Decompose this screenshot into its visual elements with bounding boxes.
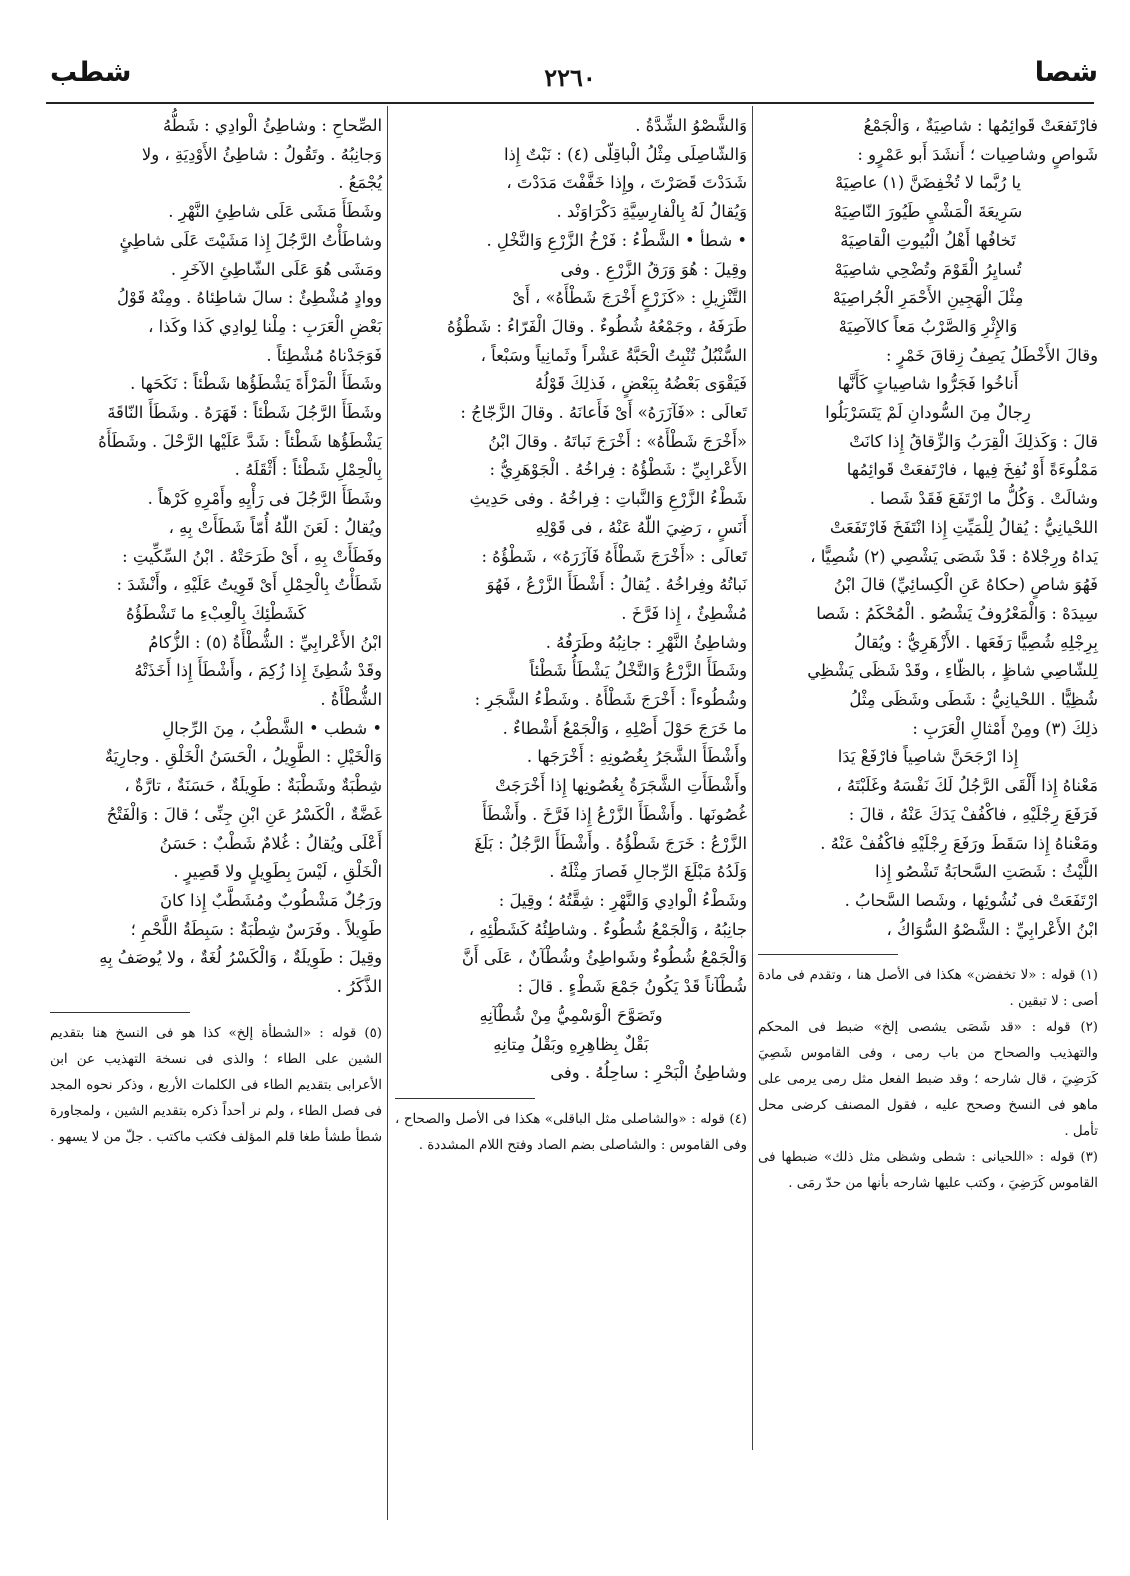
- text-line: وشَطَأَ مَشَى عَلَى شاطِئِ النَّهْرِ .: [168, 202, 382, 222]
- text-line: الذَّكَرُ .: [336, 977, 382, 997]
- column-divider-left: [387, 106, 388, 1520]
- text-line: وشَطَأَ الرَّجُلَ شَطْئاً : قَهَرَهُ . وشَطَأَ النّاقَةَ: [107, 403, 382, 423]
- column-middle: [395, 112, 747, 1159]
- text-line: قالَ : وَكَذلِكَ الْقِرَبُ وَالزِّقاقُ إِذا كانَتْ: [849, 431, 1098, 451]
- verse-line: تَخافُها أَهْلُ الْبُيوتِ الْقاصِيَهْ: [840, 230, 1016, 250]
- text-line: وَلَدُهُ مَبْلَغَ الرِّجالِ فَصارَ مِثْلَهُ .: [549, 862, 747, 882]
- entry-heading: • شطب • الشَّطْبُ ، مِنَ الرِّجالِ: [162, 718, 382, 738]
- column-right: [758, 112, 1098, 1197]
- text-line: يَداهُ ورِجْلاهُ : قَدْ شَصَى يَشْصِي (٢) شُصِيًّا ،: [810, 546, 1098, 566]
- text-line: وشاطِئُ الْبَحْرِ : ساحِلُهُ . وفى: [550, 1063, 747, 1083]
- text-line: وَالْخَيْلِ : الطَّوِيلُ ، الْحَسَنُ الْخَلْقِ . وجارِيَةٌ: [104, 747, 382, 767]
- text-line: فَهُوَ شاصٍ (حكاهُ عَنِ الْكِسائِيِّ) قالَ ابْنُ: [833, 575, 1098, 595]
- text-line: ابْنُ الأَعْرابِيِّ : الشُّطْأَةُ (٥) : الزُّكامُ: [148, 632, 382, 652]
- text-line: وشَطَأَ الرَّجُلَ فى رَأْيِهِ وأَمْرِهِ كَرْهاً .: [147, 489, 382, 509]
- text-line: الشُّطْأَةُ .: [320, 690, 382, 710]
- text-line: شُطْآناً قَدْ يَكُونُ جَمْعَ شَطْءٍ . قالَ :: [517, 977, 747, 997]
- verse-line: مِثْلَ الْهَجِينِ الأَحْمَرِ الْجُراصِيَهْ: [832, 288, 1024, 308]
- running-head-right: شصا: [1034, 57, 1098, 88]
- column-left: [50, 112, 382, 1151]
- text-line: اللَّيْثُ : شَصَتِ السَّحابَةُ تَشْصُو إِذا: [875, 862, 1098, 882]
- footnote: (٣) قوله : «اللحيانى : شطى وشظى مثل ذلك» ضبطها فى القاموس كَرَضِيَ ، وكتب عليها شارحه بأنها من حدّ رمَى .: [758, 1150, 1098, 1192]
- text-line: شَطَأْتُ بِالْحِمْلِ أَىْ قَوِيتُ عَلَيْهِ ، وأَنْشَدَ :: [116, 575, 382, 595]
- entry-heading: • شطأ • الشَّطْءُ : فَرْخُ الزَّرْعِ وَالنَّخْلِ .: [486, 230, 747, 250]
- text-line: ابْنُ الأَعْرابِيِّ : الشَّصْوُ السُّوَاكُ ،: [886, 919, 1098, 939]
- text-line: وقِيلَ : طَوِيلَةٌ ، وَالْكَسْرُ لُغَةٌ ، ولا يُوصَفُ بِهِ: [99, 948, 382, 968]
- text-line: أَعْلَى ويُقالُ : غُلامٌ شَطْبٌ : حَسَنُ: [159, 833, 382, 853]
- text-line: ورَجُلٌ مَشْطُوبٌ ومُشَطَّبٌ إِذا كانَ: [159, 890, 382, 910]
- text-line: مُشْطِئٌ ، إِذا فَرَّخَ .: [621, 603, 747, 623]
- text-line: تَعالَى : «فَآزَرَهُ» أَىْ فَأَعانَهُ . وقالَ الزَّجّاجُ :: [460, 403, 747, 423]
- verse-line: وتَصَوَّحَ الْوَسْمِيُّ مِنْ شُطْآنِهِ: [479, 1005, 663, 1025]
- text-line: نَباتُهُ وفِراخُهُ . يُقالُ : أَشْطَأَ الزَّرْعُ ، فَهُوَ: [486, 575, 747, 595]
- header-rule: [46, 102, 1094, 104]
- column-divider-right: [752, 106, 753, 1450]
- text-line: ذلِكَ (٣) ومِنْ أَمْثالِ الْعَرَبِ :: [912, 718, 1098, 738]
- text-line: لِلشّاصِي شاظٍ ، بالظّاءِ ، وقَدْ شَظَى يَشْظِي: [807, 661, 1098, 681]
- text-line: مَمْلُوءَةً أَوْ نُفِخَ فِيها ، فارْتَفعَتْ قَوائِمُها: [846, 460, 1098, 480]
- text-line: شَواصٍ وشاصِيات ؛ أَنشَدَ أَبو عَمْرٍو :: [857, 144, 1098, 164]
- text-line: وشالَتْ . وَكُلُّ ما ارْتَفَعَ فَقَدْ شَصا .: [869, 489, 1098, 509]
- text-line: طَوِيلاً . وفَرَسٌ شِطْبَةٌ : سَبِطَةُ اللَّحْمِ ؛: [130, 919, 382, 939]
- verse-line: تُسايِرُ الْقَوْمَ وتُضْحِي شاصِيَهْ: [834, 259, 1022, 279]
- text-line: بِرِجْلِهِ شُصِيًّا رَفَعَها . الأَزْهَرِيُّ : ويُقالُ: [853, 632, 1098, 652]
- text-line: غَضَّةٌ ، الْكَسْرُ عَنِ ابْنِ جِنِّى ؛ قالَ : وَالْفَتْحُ: [106, 804, 382, 824]
- text-line: فَوَجَدْناهُ مُشْطِئاً .: [266, 345, 382, 365]
- text-line: يَشْطَؤُها شَطْئاً : شَدَّ عَلَيْها الرَّحْلَ . وشَطَأَهُ: [98, 431, 382, 451]
- text-line: طَرَفَهُ ، وجَمْعُهُ شُطُوءٌ . وقالَ الْفَرّاءُ : شَطْؤُهُ: [446, 316, 747, 336]
- verse-line: وَالإِثْرِ وَالصَّرْبُ مَعاً كالآصِيَهْ: [838, 316, 1018, 336]
- footnote: (٥) قوله : «الشطأة إلخ» كذا هو فى النسخ هنا بتقديم الشين على الطاء ؛ والذى فى نسخة التهذيب عن ابن الأعرابى بتقديم الطاء فى الكلمات الأربع ، وذكر نحوه المجد فى فصل الطاء ، ولم نر أحداً ذكره بتقديم الشين ، ولمجاورة شطأ طشأ طغا قلم المؤلف فكتب ماكتب . جلّ من لا يسهو .: [50, 1025, 382, 1145]
- text-line: وشَطْءُ الْوادِي وَالنَّهْرِ : شِقَّتُهُ ؛ وقِيلَ :: [498, 890, 747, 910]
- text-line: وشَطَأَ الزَّرْعُ وَالنَّخْلُ يَشْطَأُ شَطْئاً: [529, 661, 747, 681]
- text-line: مَعْناهُ إِذا أَلْقَى الرَّجُلُ لَكَ نَفْسَهُ وغَلَبْتَهُ ،: [836, 776, 1098, 796]
- text-line: «أَخْرَجَ شَطْأَهُ» : أَخْرَجَ نَباتَهُ . وقالَ ابْنُ: [488, 431, 747, 451]
- verse-line: يا رُبَّما لا تُخْفِضَنَّ (١) عاصِيَهْ: [834, 173, 1022, 193]
- text-line: الزَّرْعُ : خَرَجَ شَطْؤُهُ . وأَشْطَأَ الرَّجُلُ : بَلَغَ: [474, 833, 747, 853]
- footnote: (٤) قوله : «والشاصلى مثل الباقلى» هكذا فى الأصل والصحاح ، وفى القاموس : والشاصلى بضم الصاد وفتح اللام المشددة .: [395, 1111, 747, 1153]
- footnote-rule: [395, 1098, 535, 1099]
- text-line: اللحْيانِيُّ : يُقالُ لِلْمَيِّتِ إِذا انْتَفَخَ فَارْتَفَعَتْ: [829, 517, 1098, 537]
- text-line: فَيَقْوَى بَعْضُهُ بِبَعْضٍ ، فَذلِكَ قَوْلُهُ: [534, 374, 747, 394]
- text-line: جانِبُهُ ، وَالْجَمْعُ شُطُوءٌ . وشاطِئُهُ كَشَطْئِهِ ،: [468, 919, 747, 939]
- text-line: وقِيلَ : هُوَ وَرَقُ الزَّرْعِ . وفى: [560, 259, 747, 279]
- verse-line: سَرِيعَةَ الْمَشْيِ طَيُورَ النّاصِيَهْ: [833, 202, 1023, 222]
- verse-line: إِذا ارْجَحَنَّ شاصِياً فارْفَعْ يَدَا: [837, 747, 1019, 767]
- text-line: الصِّحاحِ : وشاطِئُ الْوادِي : شَطُّهُ: [162, 116, 382, 135]
- page-number: ٢٢٦٠: [544, 63, 596, 92]
- text-line: ارْتَفَعَتْ فى نُشُوئِها ، وشَصا السَّحابُ .: [844, 890, 1098, 910]
- text-line: ما خَرَجَ حَوْلَ أَصْلِهِ ، وَالْجَمْعُ أَشْطاءٌ .: [502, 718, 747, 738]
- verse-line: رِجالٌ مِنَ السُّودانِ لَمْ يَتَسَرْبَلُوا: [825, 403, 1031, 423]
- text-line: وَجانِبُهُ . وتَقُولُ : شاطِئُ الأَوْدِيَةِ ، ولا: [141, 144, 382, 164]
- text-line: الأَعْرابِيِّ : شَطْؤُهُ : فِراخُهُ . الْجَوْهَرِيُّ :: [489, 460, 747, 480]
- text-line: الْخَلْقِ ، لَيْسَ بِطَوِيلٍ ولا قَصِيرٍ .: [173, 862, 382, 882]
- text-line: وَالشَّصْوُ الشِّدَّةُ .: [635, 116, 747, 135]
- verse-line: كَشَطْئِكَ بِالْعِبْءِ ما تَشْطَؤُهُ: [126, 603, 306, 623]
- text-line: وقَدْ شُطِئَ إِذا زُكِمَ ، وأَشْطَأَ إِذا أَخَذَتْهُ: [134, 661, 382, 681]
- text-line: وَيُقالُ لَهُ بِالْفارِسِيَّةِ دَكْرَاوَنْد .: [556, 202, 747, 222]
- text-line: يُجْمَعُ .: [338, 173, 382, 193]
- footnote-rule: [50, 1012, 190, 1013]
- verse-line: أَناخُوا فَجَرُّوا شاصِياتٍ كَأَنَّها: [837, 374, 1019, 394]
- text-line: وَالشّاصِلَى مِثْلُ الْباقِلّى (٤) : نَبْتٌ إِذا: [503, 144, 747, 164]
- text-line: وفَطَأَتْ بِهِ ، أَىْ طَرَحَتْهُ . ابْنُ السِّكِّيتِ :: [122, 546, 382, 566]
- footnote: (٢) قوله : «قد شَصَى يشصى إلخ» ضبط فى المحكم والتهذيب والصحاح من باب رمى ، وفى القاموس شَصِيَ كَرَضِيَ ، قال شارحه ؛ وقد ضبط الفعل مثل رمى يرمى على ماهو فى النسخ وصحح عليه ، فقول المصنف كرضى محل تأمل .: [758, 1020, 1098, 1140]
- text-line: التَّنْزِيلِ : «كَزَرْعٍ أَخْرَجَ شَطْأَهُ» ، أَىْ: [512, 288, 747, 308]
- text-line: وقالَ الأَخْطَلُ يَصِفُ زِقاقَ خَمْرٍ :: [886, 345, 1098, 365]
- text-line: وشاطِئُ النَّهْرِ : جانِبُهُ وطَرَفُهُ .: [545, 632, 747, 652]
- text-line: ووادٍ مُشْطِئٌ : سالَ شاطِئاهُ . ومِنْهُ قَوْلُ: [117, 288, 382, 308]
- verse-line: بَقْلٌ بِظاهِرِهِ وبَقْلُ مِتانِهِ: [493, 1034, 649, 1054]
- text-line: شُظِيًّا . اللحْيانِيُّ : شَطَى وشَظَى مِثْلُ: [849, 690, 1098, 710]
- text-line: شِطْبَةٌ وشَطْبَةٌ : طَوِيلَةٌ ، حَسَنَةٌ ، تارَّةٌ ،: [124, 776, 382, 796]
- text-line: بِالْحِمْلِ شَطْئاً : أَثْقَلَهُ .: [234, 460, 382, 480]
- text-line: وَالْجَمْعُ شُطُوءٌ وشَواطِئُ وشُطْآنٌ ، عَلَى أَنَّ: [461, 948, 747, 968]
- text-line: وأَشْطَأَتِ الشَّجَرَةُ بِغُصُونِها إِذا أَخْرَجَتْ: [495, 776, 747, 796]
- footnote: (١) قوله : «لا تخفضن» هكذا فى الأصل هنا ، وتقدم فى مادة أصى : لا تبقين .: [758, 968, 1098, 1010]
- text-line: ومَشَى هُوَ عَلَى الشّاطِئِ الآخَرِ .: [170, 259, 382, 279]
- text-line: وشُطُوءاً : أَخْرَجَ شَطْأَهُ . وشَطْءُ الشَّجَرِ :: [474, 690, 747, 710]
- text-line: وشَطَأَ الْمَرْأَةَ يَشْطَؤُها شَطْئاً : نَكَحَها .: [130, 374, 382, 394]
- text-line: سِيدَهْ : وَالْمَعْرُوفُ يَشْصُو . الْمُحْكَمُ : شَصا: [816, 603, 1098, 623]
- text-line: وشاطَأْتُ الرَّجُلَ إِذا مَشَيْتَ عَلَى شاطِئٍ: [119, 230, 382, 250]
- text-line: ومَعْناهُ إِذا سَقَطَ ورَفَعَ رِجْلَيْهِ فاكْفُفْ عَنْهُ .: [820, 833, 1098, 853]
- text-line: غُصُونَها . وأَشْطَأَ الزَّرْعُ إِذا فَرَّخَ . وأَشْطَأَ: [482, 804, 747, 824]
- text-line: فارْتَفعَتْ قَوائِمُها : شاصِيَةٌ ، وَالْجَمْعُ: [863, 116, 1098, 135]
- text-line: شَدَدْتَ قَصَرْتَ ، وإِذا خَفَّفْتَ مَدَدْتَ ،: [506, 173, 747, 193]
- text-line: بَعْضِ الْعَرَبِ : مِلْنا لِوادِي كَذا وكَذا ،: [148, 316, 382, 336]
- text-line: السُّنْبُلُ تُنْبِتُ الْحَبَّةُ عَشْراً وثَمانِياً وسَبْعاً ،: [480, 345, 747, 365]
- footnote-rule: [758, 954, 898, 955]
- running-head-left: شطب: [50, 57, 132, 88]
- text-line: فَرَفَعَ رِجْلَيْهِ ، فاكْفُفْ يَدَكَ عَنْهُ ، قالَ :: [848, 804, 1098, 824]
- text-line: ويُقالُ : لَعَنَ اللّٰهُ أُمّاً شَطَأَتْ بِهِ ،: [168, 517, 382, 537]
- text-line: تَعالَى : «أَخْرَجَ شَطْأَهُ فَآزَرَهُ» ، شَطْؤُهُ :: [481, 546, 747, 566]
- text-line: أَنَسٍ ، رَضِيَ اللّٰهُ عَنْهُ ، فى قَوْلِهِ: [535, 517, 747, 537]
- text-line: شَطْءُ الزَّرْعِ وَالنَّباتِ : فِراخُهُ . وفى حَدِيثِ: [469, 489, 747, 509]
- text-line: وأَشْطَأَ الشَّجَرُ بِغُصُونِهِ : أَخْرَجَها .: [526, 747, 747, 767]
